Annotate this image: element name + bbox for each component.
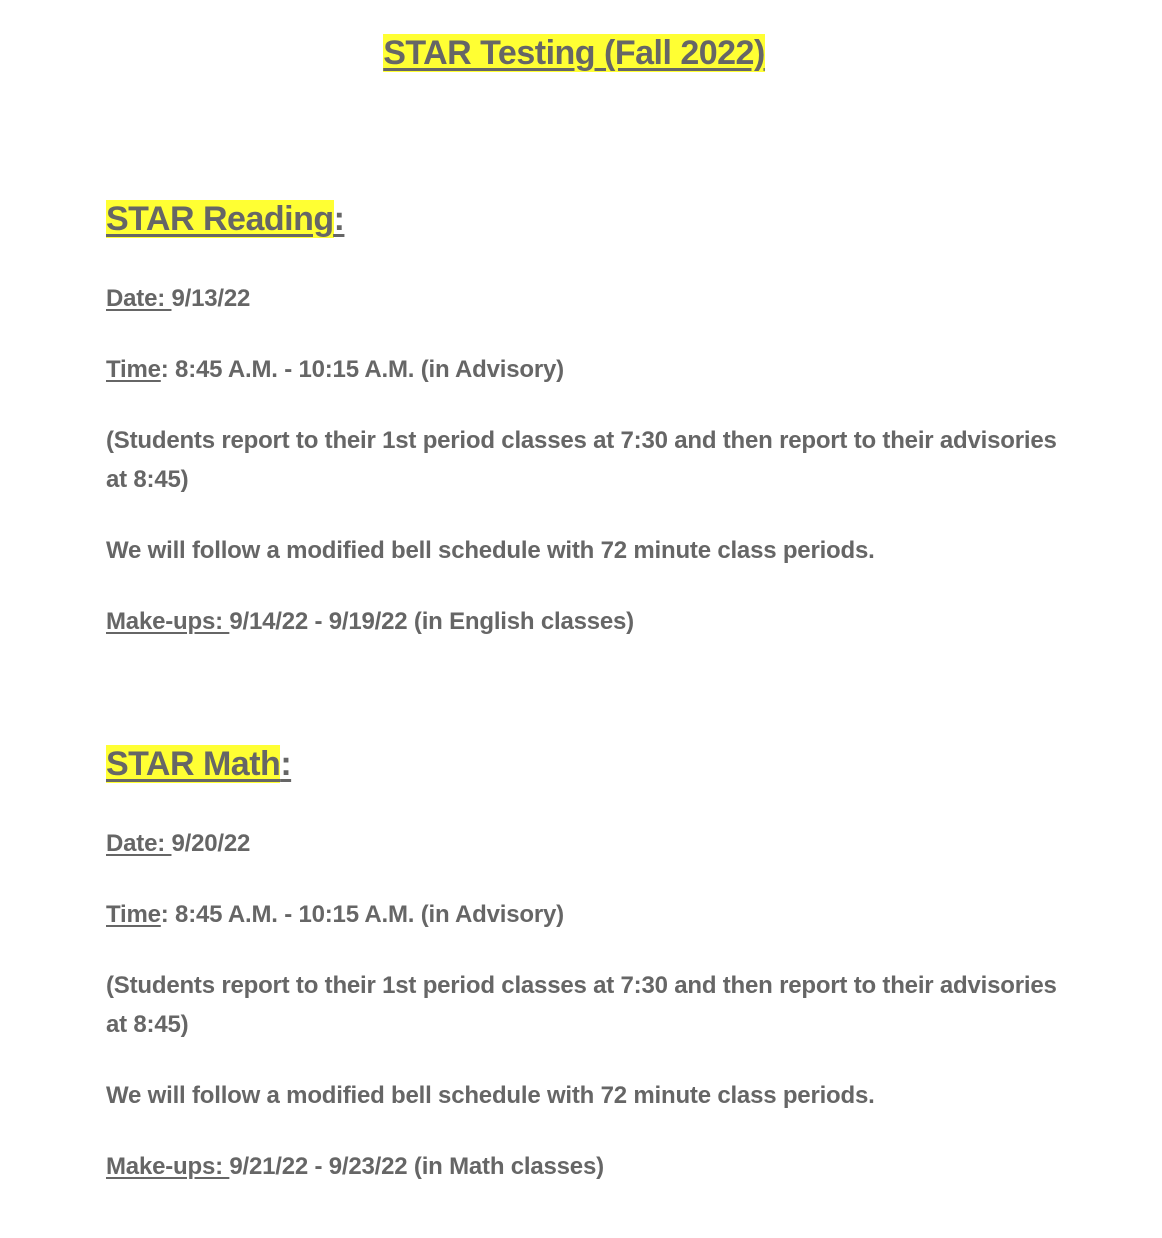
section-heading: STAR Reading: (106, 200, 345, 238)
time-line: Time: 8:45 A.M. - 10:15 A.M. (in Advisory) (106, 901, 564, 928)
date-line: Date: 9/13/22 (106, 285, 251, 312)
schedule-note: We will follow a modified bell schedule with 72 minute class periods. (106, 537, 875, 564)
section-star-math (106, 745, 1066, 1186)
makeups-line: Make-ups: 9/14/22 - 9/19/22 (in English classes) (106, 608, 634, 635)
schedule-note: We will follow a modified bell schedule with 72 minute class periods. (106, 1082, 875, 1109)
section-heading: STAR Math: (106, 745, 292, 783)
time-line: Time: 8:45 A.M. - 10:15 A.M. (in Advisory) (106, 356, 564, 383)
makeups-line: Make-ups: 9/21/22 - 9/23/22 (in Math classes) (106, 1153, 604, 1180)
note: (Students report to their 1st period classes at 7:30 and then report to their advisories at 8:45) (106, 972, 1057, 1038)
note: (Students report to their 1st period classes at 7:30 and then report to their advisories at 8:45) (106, 427, 1057, 493)
page-title: STAR Testing (Fall 2022) (383, 34, 765, 72)
date-line: Date: 9/20/22 (106, 830, 251, 857)
section-star-reading (106, 200, 1066, 641)
